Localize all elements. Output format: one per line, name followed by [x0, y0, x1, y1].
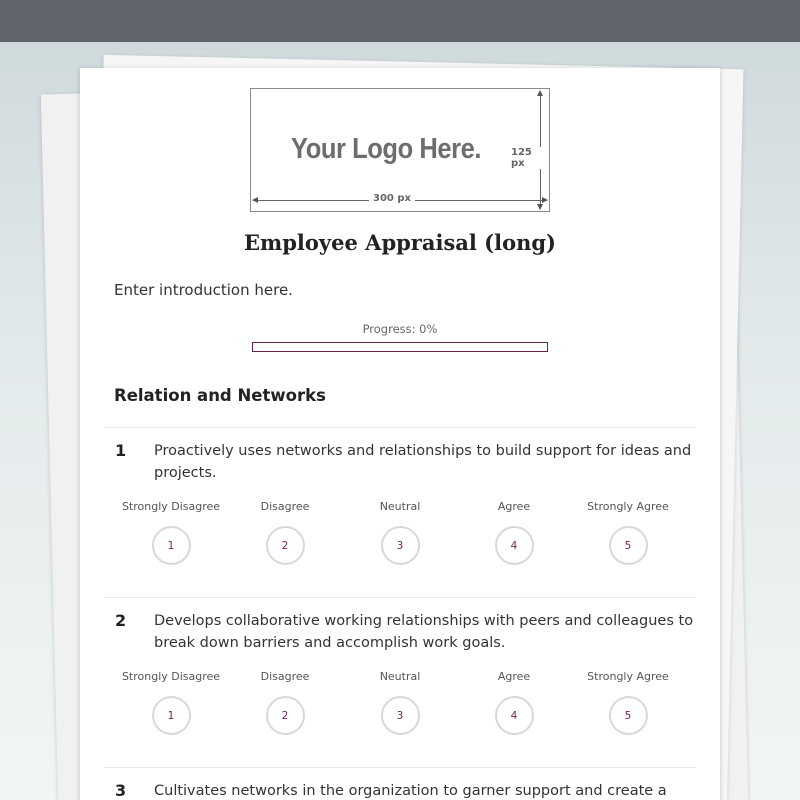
- rating-option: [111, 670, 231, 735]
- rating-option: [454, 670, 574, 735]
- rating-radio-button[interactable]: 2: [266, 696, 305, 735]
- form-page: [80, 68, 720, 800]
- rating-radio-button[interactable]: 1: [152, 696, 191, 735]
- top-bar: [0, 0, 800, 42]
- rating-option-label: Neutral: [379, 670, 421, 683]
- rating-radio-button[interactable]: 4: [495, 526, 534, 565]
- rating-radio-button[interactable]: 5: [609, 526, 648, 565]
- question-text: Proactively uses networks and relationships to build support for ideas and projects.: [154, 443, 692, 481]
- rating-option-label: Strongly Disagree: [121, 500, 221, 513]
- rating-radio-button[interactable]: 3: [381, 526, 420, 565]
- progress-bar: [252, 342, 548, 352]
- progress-label: Progress: 0%: [362, 322, 438, 336]
- logo-text: Your Logo Here.: [291, 133, 482, 165]
- rating-option-label: Disagree: [260, 670, 310, 683]
- rating-option-label: Agree: [497, 670, 531, 683]
- section-title: Relation and Networks: [114, 386, 326, 405]
- rating-option-label: Strongly Agree: [587, 500, 669, 513]
- question-number: 2: [115, 611, 127, 630]
- rating-option-label: Agree: [497, 500, 531, 513]
- logo-width-label: 300 px: [369, 193, 415, 204]
- rating-option: [568, 670, 688, 735]
- question-text: Develops collaborative working relationships with peers and colleagues to break down barriers and accomplish work goals.: [154, 613, 694, 651]
- rating-option: [225, 500, 345, 565]
- rating-radio-button[interactable]: 1: [152, 526, 191, 565]
- rating-option: [340, 500, 460, 565]
- question-item: [104, 767, 696, 800]
- question-item: [104, 597, 696, 767]
- rating-option-label: Strongly Agree: [587, 670, 669, 683]
- rating-option: [454, 500, 574, 565]
- question-number: 1: [115, 441, 127, 460]
- rating-option: [111, 500, 231, 565]
- form-title: Employee Appraisal (long): [244, 230, 556, 255]
- rating-radio-button[interactable]: 2: [266, 526, 305, 565]
- rating-radio-button[interactable]: 4: [495, 696, 534, 735]
- logo-placeholder: [250, 88, 550, 212]
- rating-option-label: Disagree: [260, 500, 310, 513]
- question-text: Cultivates networks in the organization to garner support and create a: [154, 783, 667, 799]
- logo-height-label: 125 px: [509, 147, 549, 169]
- rating-radio-button[interactable]: 5: [609, 696, 648, 735]
- rating-option: [225, 670, 345, 735]
- rating-option: [340, 670, 460, 735]
- rating-option: [568, 500, 688, 565]
- rating-scale: [104, 670, 696, 740]
- question-item: [104, 427, 696, 597]
- rating-option-label: Neutral: [379, 500, 421, 513]
- form-introduction: Enter introduction here.: [114, 281, 293, 299]
- question-number: 3: [115, 781, 127, 800]
- rating-scale: [104, 500, 696, 570]
- rating-option-label: Strongly Disagree: [121, 670, 221, 683]
- rating-radio-button[interactable]: 3: [381, 696, 420, 735]
